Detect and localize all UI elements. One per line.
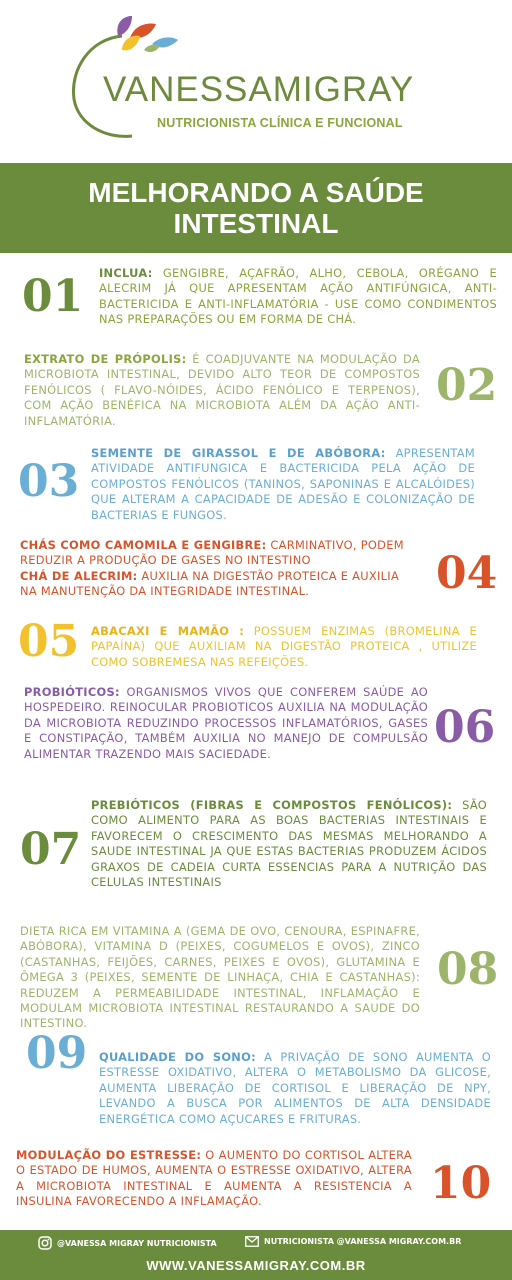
item-number: 06	[434, 702, 496, 753]
item-lead: PROBIÓTICOS:	[24, 685, 120, 699]
item-body: GENGIBRE, AÇAFRÃO, ALHO, CEBOLA, ORÉGANO E ALECRIM JÁ QUE APRESENTAM AÇÃO ANTIFÚNGICA, ANTI-BACTERICIDA E ANTI-INFLAMATÓRIA - USE COMO CONDIMENTOS NAS PREPARAÇÕES OU EM FORMA DE CHÁ.	[99, 266, 497, 327]
item-body: ORGANISMOS VIVOS QUE CONFEREM SAÚDE AO HOSPEDEIRO. REINOCULAR PROBIOTICOS AUXILIA NA MODULAÇÃO DA MICROBIOTA REDUZINDO PROCESSOS INFLAMATÓRIOS, GASES E CONSTIPAÇÃO, TAMBÉM AUXILIA NO MANEJO DE COMPULSÃO ALIMENTAR TRAZENDO MAIS SACIEDADE.	[24, 685, 428, 761]
item-text	[20, 924, 420, 1032]
item-body: É COADJUVANTE NA MODULAÇÃO DA MICROBIOTA INTESTINAL, DEVIDO ALTO TEOR DE COMPOSTOS FENÓLICOS ( FLAVO-NÓIDES, ÁCIDO FENÓLICO E TERPENOS), COM AÇÃO BENÉFICA NA MICROBIOTA ALÉM DA AÇÃO ANTI-INFLAMATÓRIA.	[24, 352, 420, 428]
instagram-icon	[38, 1236, 52, 1250]
item-lead: CHÁS COMO CAMOMILA E GENGIBRE:	[20, 538, 267, 552]
website-link[interactable]: WWW.VANESSAMIGRAY.COM.BR	[146, 1258, 366, 1273]
item-text	[91, 798, 487, 890]
item-number: 07	[20, 824, 82, 875]
item-body: CARMINATIVO, PODEM REDUZIR A PRODUÇÃO DE GASES NO INTESTINO	[20, 538, 404, 568]
instagram-handle: @VANESSA MIGRAY NUTRICIONISTA	[57, 1238, 217, 1248]
item-lead: MODULAÇÃO DO ESTRESSE:	[16, 1148, 202, 1162]
footer	[0, 1230, 512, 1280]
header	[0, 0, 512, 160]
item-number: 05	[18, 616, 80, 667]
title-banner	[0, 163, 512, 253]
item-lead: PREBIÓTICOS (FIBRAS E COMPOSTOS FENÓLICOS):	[91, 798, 453, 812]
email-address: NUTRICIONISTA @VANESSA MIGRAY.COM.BR	[264, 1237, 462, 1246]
item-body: DIETA RICA EM VITAMINA A (GEMA DE OVO, CENOURA, ESPINAFRE, ABÓBORA), VITAMINA D (PEIXES, COGUMELOS E OVOS), ZINCO (CASTANHAS, FEIJÕES, CARNES, PEIXES E OVOS), GLUTAMINA E ÔMEGA 3 (PEIXES, SEMENTE DE LINHAÇA, CHIA E CASTANHAS): REDUZEM A PERMEABILIDADE INTESTINAL, INFLAMAÇÃO E MODULAM MICROBIOTA INTESTINAL RESTAURANDO A SAUDE DO INTESTINO.	[20, 924, 420, 1031]
item-text	[99, 266, 497, 328]
item-number: 08	[437, 944, 499, 995]
item-number: 04	[436, 548, 498, 599]
item-lead: ABACAXI E MAMÃO :	[91, 624, 245, 638]
item-text	[20, 538, 412, 600]
item-lead: SEMENTE DE GIRASSOL E DE ABÓBORA:	[91, 446, 386, 460]
item-lead-secondary: CHÁ DE ALECRIM:	[20, 568, 138, 583]
item-number: 01	[22, 271, 84, 322]
item-text	[99, 1050, 491, 1127]
item-body: SÃO COMO ALIMENTO PARA AS BOAS BACTERIAS INTESTINAIS E FAVORECEM O CRESCIMENTO DAS MESMAS MELHORANDO A SAUDE INTESTINAL JA QUE ESTAS BACTERIAS PRODUZEM ÁCIDOS GRAXOS DE CADEIA CURTA ESSENCIAS PARA A NUTRIÇÃO DAS CELULAS INTESTINAIS	[91, 798, 487, 890]
brand-tagline: NUTRICIONISTA CLÍNICA E FUNCIONAL	[157, 116, 403, 130]
item-number: 02	[436, 360, 498, 411]
item-text	[24, 685, 428, 762]
item-lead: QUALIDADE DO SONO:	[99, 1050, 256, 1064]
item-number: 09	[26, 1028, 88, 1079]
item-lead: EXTRATO DE PRÓPOLIS:	[24, 352, 187, 366]
item-number: 03	[18, 456, 80, 507]
email-contact[interactable]	[245, 1236, 461, 1247]
item-body: POSSUEM ENZIMAS (BROMELINA E PAPAÍNA) QUE AUXILIAM NA DIGESTÃO PROTEICA , UTILIZE COMO SOBREMESA NAS REFEIÇÕES.	[91, 624, 477, 669]
item-body: A PRIVAÇÃO DE SONO AUMENTA O ESTRESSE OXIDATIVO, ALTERA O METABOLISMO DA GLICOSE, AUMENTA LIBERAÇÃO DE CORTISOL E LIBERAÇÃO DE NPY, LEVANDO A BUSCA POR ALIMENTOS DE ALTA DENSIDADE ENERGÉTICA COMO AÇUCARES E FRITURAS.	[99, 1050, 492, 1126]
item-text	[91, 446, 475, 523]
item-body: O AUMENTO DO CORTISOL ALTERA O ESTADO DE HUMOS, AUMENTA O ESTRESSE OXIDATIVO, ALTERA A MICROBIOTA INTESTINAL E AUMENTA A RESISTENCIA A INSULINA FAVORECENDO A INFLAMAÇÃO.	[16, 1148, 412, 1209]
item-number: 10	[430, 1158, 492, 1209]
page-title: MELHORANDO A SAÚDE INTESTINAL	[88, 177, 424, 239]
brand-name: VANESSAMIGRAY	[103, 70, 415, 109]
item-body-secondary: AUXILIA NA DIGESTÃO PROTEICA E AUXILIA NA MANUTENÇÃO DA INTEGRIDADE INTESTINAL.	[20, 568, 400, 599]
instagram-contact[interactable]	[38, 1236, 217, 1250]
item-text	[24, 352, 420, 429]
item-body: APRESENTAM ATIVIDADE ANTIFUNGICA E BACTERICIDA PELA AÇÃO DE COMPOSTOS FENÓLICOS (TANINOS, SAPONINAS E ALCALÓIDES) QUE ALTERAM A CAPACIDADE DE ADESÃO E COLONIZAÇÃO DE BACTERIAS E FUNGOS.	[91, 446, 475, 522]
email-icon	[245, 1236, 259, 1247]
item-text	[16, 1148, 412, 1210]
item-lead: INCLUA:	[99, 266, 153, 280]
item-text	[91, 624, 477, 670]
